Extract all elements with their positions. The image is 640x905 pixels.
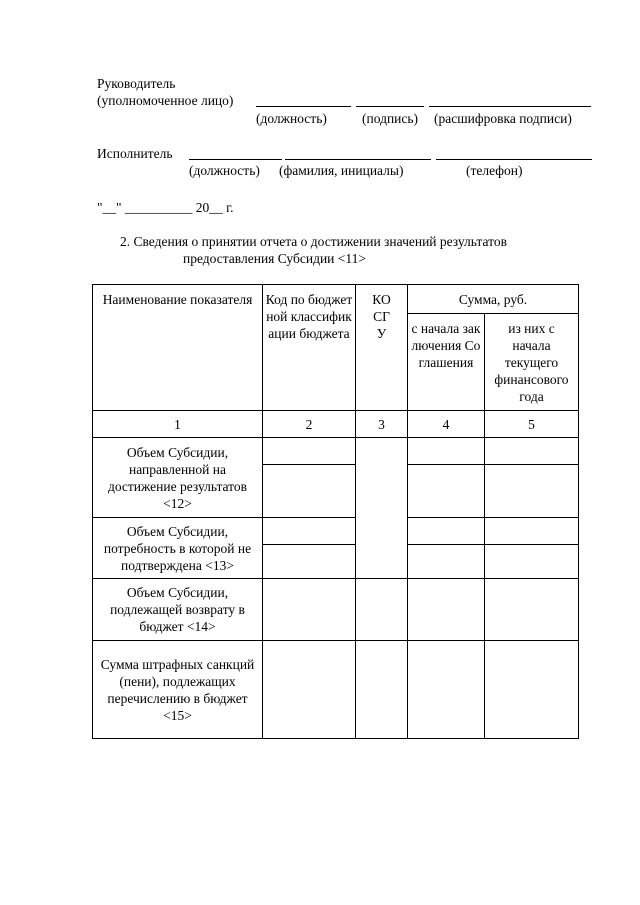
cell-r3-c5	[485, 579, 579, 641]
cell-r2a-c5	[485, 518, 579, 545]
cell-r4-c3	[356, 641, 408, 739]
cell-r1a-c5	[485, 438, 579, 465]
executor-label: Исполнитель	[97, 146, 173, 161]
head-decoding-caption: (расшифровка подписи)	[434, 111, 572, 126]
head-decoding-line	[429, 106, 591, 107]
col5-header: из них с начала текущего финансового года	[485, 314, 579, 411]
cell-r1a-c4	[408, 438, 485, 465]
cell-r4-c2	[263, 641, 356, 739]
executor-position-line	[189, 159, 282, 160]
sum-header: Сумма, руб.	[408, 285, 579, 314]
executor-name-line	[285, 159, 431, 160]
cell-r4-c5	[485, 641, 579, 739]
results-table	[92, 284, 579, 739]
section-title-line1: 2. Сведения о принятии отчета о достижении значений результатов	[120, 234, 507, 249]
row-label-1: Объем Субсидии, направленной на достижение результатов <12>	[93, 438, 263, 518]
col-number-5: 5	[485, 411, 579, 438]
head-label-line1: Руководитель	[97, 76, 176, 91]
cell-r1b-c5	[485, 465, 579, 518]
col3-header: КОСГУ	[356, 285, 408, 411]
cell-r3-c2	[263, 579, 356, 641]
head-signature-caption: (подпись)	[362, 111, 419, 126]
col-number-1: 1	[93, 411, 263, 438]
col1-header: Наименование показателя	[93, 285, 263, 411]
head-label-line2: (уполномоченное лицо)	[97, 93, 234, 108]
cell-r1-r2-c3	[356, 438, 408, 579]
date-line: "__" __________ 20__ г.	[97, 200, 234, 215]
head-position-caption: (должность)	[256, 111, 327, 126]
cell-r2b-c4	[408, 545, 485, 579]
head-signature-line	[356, 106, 424, 107]
col2-header: Код по бюджетной классификации бюджета	[263, 285, 356, 411]
executor-phone-caption: (телефон)	[466, 163, 523, 178]
col-number-3: 3	[356, 411, 408, 438]
row-label-2: Объем Субсидии, потребность в которой не подтверждена <13>	[93, 518, 263, 579]
cell-r4-c4	[408, 641, 485, 739]
executor-position-caption: (должность)	[189, 163, 260, 178]
row-label-3: Объем Субсидии, подлежащей возврату в бюджет <14>	[93, 579, 263, 641]
cell-r2a-c2	[263, 518, 356, 545]
cell-r1b-c2	[263, 465, 356, 518]
section-title-line2: предоставления Субсидии <11>	[183, 251, 366, 266]
cell-r3-c3	[356, 579, 408, 641]
cell-r3-c4	[408, 579, 485, 641]
col4-header: с начала заключения Соглашения	[408, 314, 485, 411]
col-number-4: 4	[408, 411, 485, 438]
executor-phone-line	[436, 159, 592, 160]
cell-r2b-c2	[263, 545, 356, 579]
executor-name-caption: (фамилия, инициалы)	[279, 163, 404, 178]
head-position-line	[256, 106, 351, 107]
cell-r2a-c4	[408, 518, 485, 545]
cell-r1b-c4	[408, 465, 485, 518]
cell-r2b-c5	[485, 545, 579, 579]
cell-r1a-c2	[263, 438, 356, 465]
col-number-2: 2	[263, 411, 356, 438]
row-label-4: Сумма штрафных санкций (пени), подлежащих перечислению в бюджет <15>	[93, 641, 263, 739]
